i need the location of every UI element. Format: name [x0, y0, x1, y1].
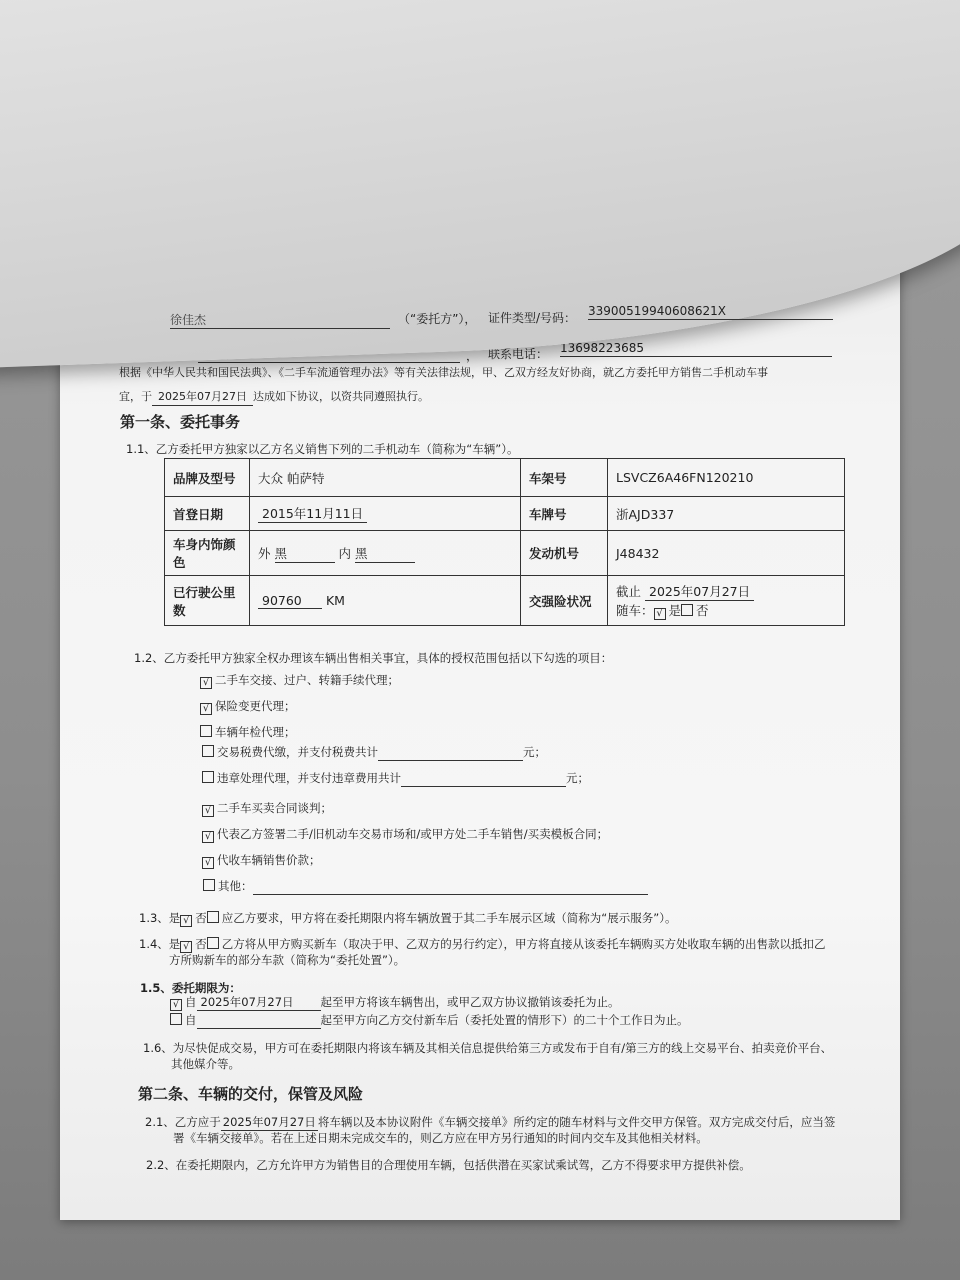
- color-label: 车身内饰颜 色: [165, 531, 250, 576]
- reg-date-label: 首登日期: [165, 497, 250, 531]
- authorization-item: [200, 698, 296, 715]
- blank-line: [401, 770, 566, 787]
- clause-1-5-option-1: √ 自 2025年07月27日 起至甲方将该车辆售出，或甲乙双方协议撤销该委托为止。: [170, 994, 620, 1011]
- clause-1-3: 1.3、是 √ 否 应乙方要求，甲方将在委托期限内将车辆放置于其二手车展示区域（简称为“展示服务”）。: [139, 911, 677, 926]
- authorization-item-checkbox: [202, 771, 214, 783]
- authorization-item-unit: 元；: [523, 745, 546, 759]
- plate-value: 浙AJD337: [608, 497, 845, 531]
- id-number: 33900519940608621X: [588, 303, 833, 320]
- exterior-color: 黑: [275, 544, 335, 563]
- delivery-date: 2025年07月27日: [222, 1115, 316, 1129]
- clause-1-4-cont: 方所购新车的部分车款（简称为“委托处置”）。: [169, 953, 406, 967]
- mileage-value: 90760: [258, 593, 322, 609]
- blank-line: [378, 744, 523, 761]
- authorization-item: [202, 826, 608, 843]
- phone-label-2: 联系电话：: [488, 347, 549, 361]
- authorization-item-checkbox: [202, 745, 214, 757]
- clause-1-4: 1.4、是 √ 否 乙方将从甲方购买新车（取决于甲、乙双方的另行约定），甲方将直接从该委托车辆购买方处收取车辆的出售款以抵扣乙: [139, 937, 826, 952]
- authorization-item: [202, 800, 332, 817]
- engine-label: 发动机号: [521, 531, 608, 576]
- id-label: 证件类型/号码：: [488, 311, 577, 325]
- vehicle-table: 品牌及型号 大众 帕萨特 车架号 LSVCZ6A46FN120210 首登日期 2015年11月11日 车牌号 浙AJD337 车身内饰颜 色 外 黑 内 黑 发动机号 J48432 已行驶公里 数 90760 KM 交强险状况 截止 2025年07月27日 随车： √ 是 否: [164, 458, 845, 626]
- blank-line: [253, 878, 648, 895]
- clause-1-4-no-checkbox: [207, 937, 219, 949]
- reg-date-value: 2015年11月11日: [258, 504, 367, 523]
- with-car-yes-checkbox: √: [654, 608, 666, 620]
- section2-title: 第二条、车辆的交付，保管及风险: [138, 1085, 364, 1103]
- clause-1-5-title: 1.5、委托期限为：: [140, 981, 241, 995]
- clause-1-1: 1.1、乙方委托甲方独家以乙方名义销售下列的二手机动车（简称为“车辆”）。: [126, 442, 519, 456]
- agreement-date: 2025年07月27日: [152, 389, 253, 406]
- clause-2-1-cont: 署《车辆交接单》。若在上述日期未完成交车的，则乙方应在甲方另行通知的时间内交车及其他相关材料。: [173, 1131, 708, 1145]
- clause-1-6-cont: 其他媒介等。: [171, 1057, 240, 1071]
- insurance-label: 交强险状况: [521, 576, 608, 626]
- brand-label: 品牌及型号: [165, 459, 250, 497]
- section1-title: 第一条、委托事务: [120, 413, 241, 431]
- authorization-item-checkbox: √: [202, 805, 214, 817]
- engine-value: J48432: [608, 531, 845, 576]
- authorization-item-label: 违章处理代理，并支付违章费用共计: [217, 771, 401, 785]
- clause-2-1: 2.1、乙方应于 2025年07月27日 将车辆以及本协议附件《车辆交接单》所约定的随车材料与文件交甲方保管。双方完成交付后，应当签: [145, 1115, 836, 1129]
- clause-1-5-option-2: 自 起至甲方向乙方交付新车后（委托处置的情形下）的二十个工作日为止。: [170, 1012, 689, 1029]
- vin-value: LSVCZ6A46FN120210: [608, 459, 845, 497]
- with-car-no-checkbox: [681, 604, 693, 616]
- authorization-item: [203, 878, 648, 895]
- mileage-label: 已行驶公里 数: [165, 576, 250, 626]
- clause-1-4-yes-checkbox: √: [180, 941, 192, 953]
- term-option-1-checkbox: √: [170, 999, 182, 1011]
- party-role: （“委托方”），: [398, 312, 477, 326]
- interior-color: 黑: [355, 544, 415, 563]
- brand-value: 大众 帕萨特: [250, 459, 521, 497]
- authorization-item-label: 代表乙方签署二手/旧机动车交易市场和/或甲方处二手车销售/买卖模板合同；: [217, 827, 609, 841]
- plate-label: 车牌号: [521, 497, 608, 531]
- authorization-item: [200, 672, 399, 689]
- clause-1-2: 1.2、乙方委托甲方独家全权办理该车辆出售相关事宜，具体的授权范围包括以下勾选的项目：: [134, 651, 613, 665]
- authorization-item-label: 交易税费代缴，并支付税费共计: [217, 745, 378, 759]
- authorization-item: [202, 744, 546, 761]
- clause-2-2: 2.2、在委托期限内，乙方允许甲方为销售目的合理使用车辆，包括供潜在买家试乘试驾，乙方不得要求甲方提供补偿。: [146, 1158, 751, 1172]
- vin-label: 车架号: [521, 459, 608, 497]
- authorization-item-label: 二手车交接、过户、转籍手续代理；: [215, 673, 399, 687]
- authorization-item-label: 其他：: [218, 879, 253, 893]
- authorization-item-checkbox: √: [200, 703, 212, 715]
- intro-line2: 宜，于 2025年07月27日 达成如下协议，以资共同遵照执行。: [119, 389, 429, 406]
- authorization-item-label: 车辆年检代理；: [215, 725, 296, 739]
- authorization-item-checkbox: √: [202, 857, 214, 869]
- clause-1-3-no-checkbox: [207, 911, 219, 923]
- authorization-item-label: 代收车辆销售价款；: [217, 853, 321, 867]
- authorization-item: [202, 852, 321, 869]
- authorization-item-unit: 元；: [566, 771, 589, 785]
- clause-1-3-yes-checkbox: √: [180, 915, 192, 927]
- clause-1-6: 1.6、为尽快促成交易，甲方可在委托期限内将该车辆及其相关信息提供给第三方或发布于自有/第三方的线上交易平台、拍卖竞价平台、: [143, 1041, 833, 1055]
- term-option-2-checkbox: [170, 1013, 182, 1025]
- phone-2: 13698223685: [560, 340, 832, 357]
- authorization-item-checkbox: [200, 725, 212, 737]
- authorization-item: [202, 770, 589, 787]
- authorization-item-label: 二手车买卖合同谈判；: [217, 801, 332, 815]
- term-start-date: 2025年07月27日: [197, 994, 321, 1011]
- party-name: 徐佳杰: [170, 312, 390, 329]
- authorization-item-checkbox: [203, 879, 215, 891]
- authorization-item-checkbox: √: [200, 677, 212, 689]
- authorization-item: [200, 724, 296, 740]
- color-value: 外 黑 内 黑: [250, 531, 521, 576]
- insurance-date: 2025年07月27日: [645, 582, 754, 601]
- authorization-item-label: 保险变更代理；: [215, 699, 296, 713]
- authorization-item-checkbox: √: [202, 831, 214, 843]
- insurance-value: 截止 2025年07月27日 随车： √ 是 否: [608, 576, 845, 626]
- intro-line1: 根据《中华人民共和国民法典》、《二手车流通管理办法》等有关法律法规，甲、乙双方经友好协商，就乙方委托甲方销售二手机动车事: [119, 366, 768, 379]
